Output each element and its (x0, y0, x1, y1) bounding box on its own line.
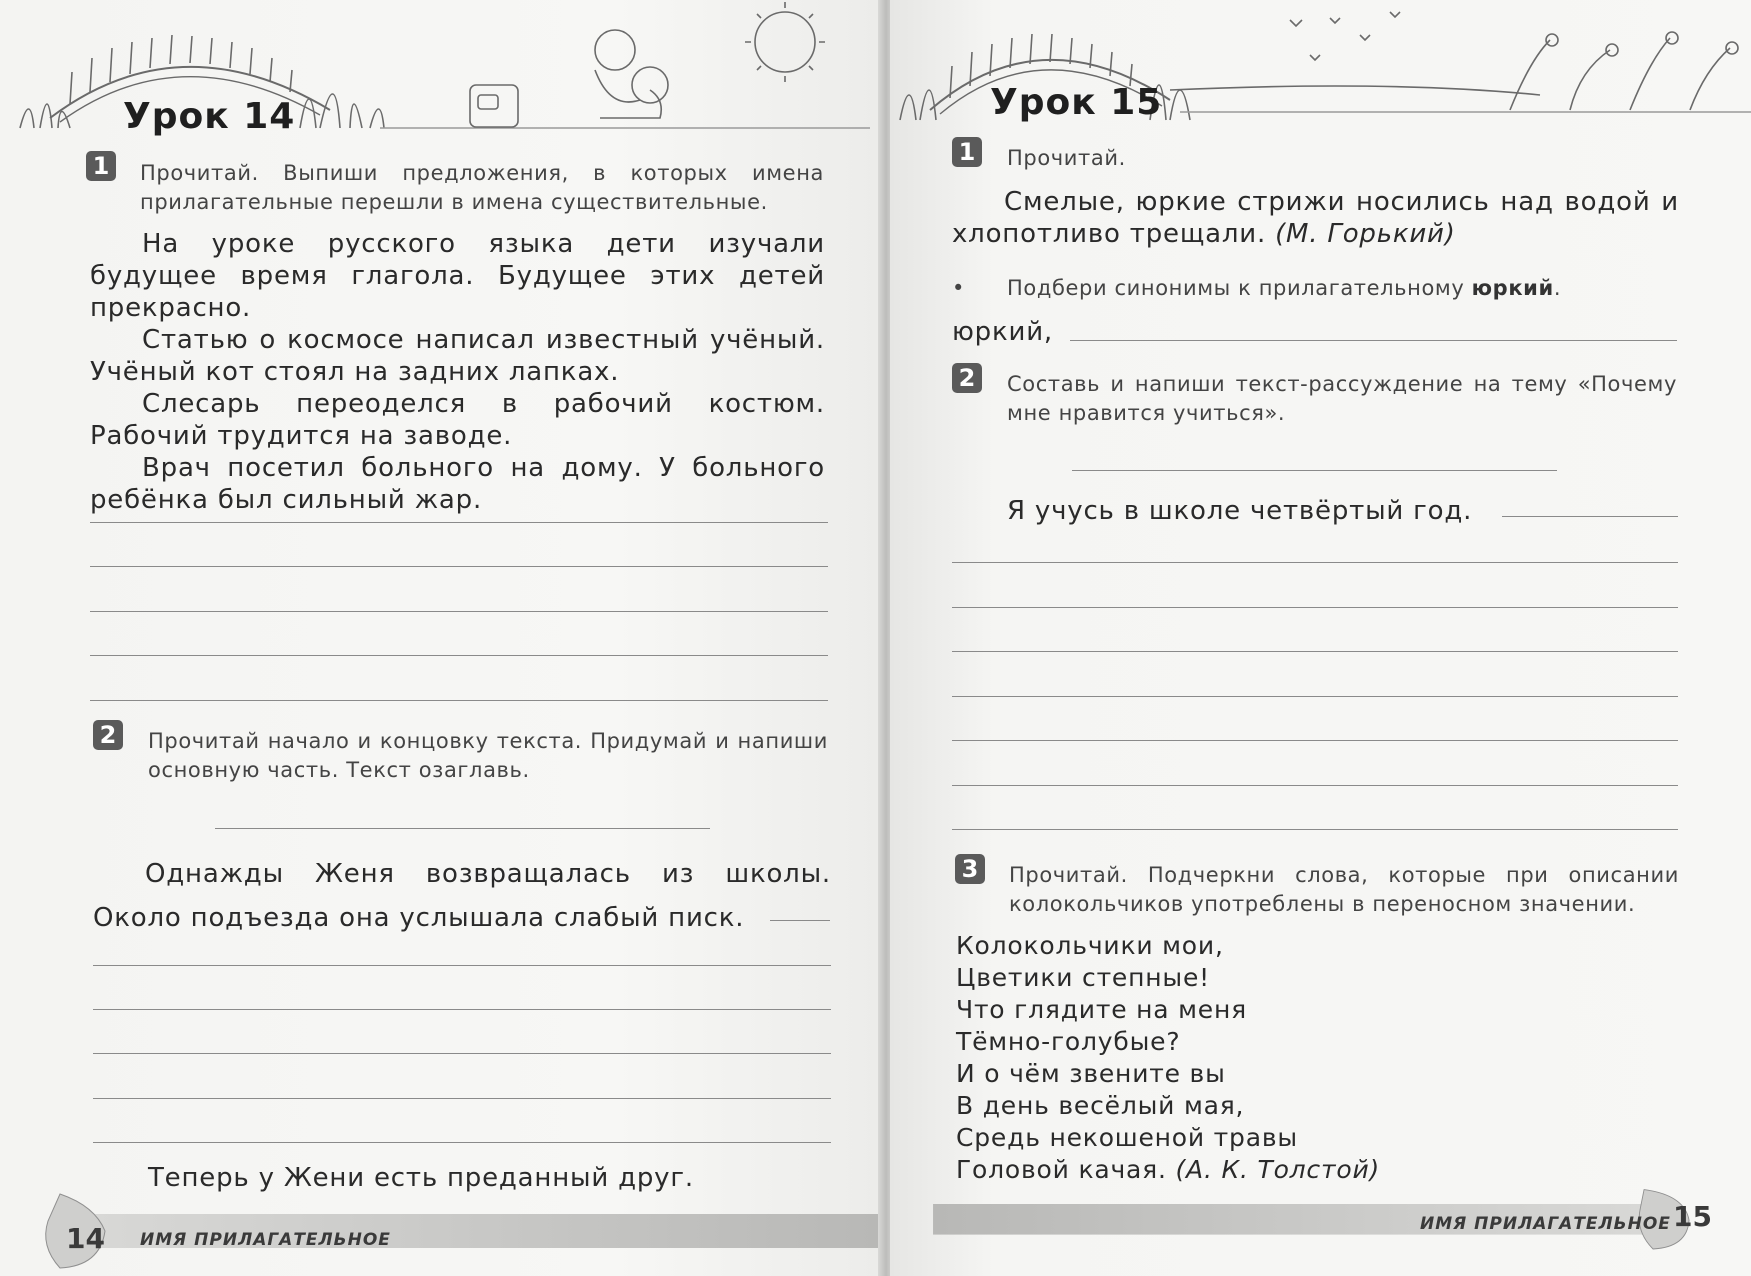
answer-line[interactable] (90, 611, 828, 612)
answer-line[interactable] (952, 740, 1678, 741)
answer-line[interactable] (952, 829, 1678, 830)
passage-paragraph: Слесарь переоделся в рабочий костюм. Рабочий трудится на заводе. (90, 389, 825, 451)
quote-paragraph (952, 186, 1679, 250)
answer-line[interactable] (952, 651, 1678, 652)
page-number: 15 (1673, 1200, 1712, 1233)
poem (956, 930, 1380, 1186)
poem-line-last (956, 1154, 1380, 1186)
poem-line: Колокольчики мои, (956, 931, 1224, 960)
story-beginning (93, 852, 831, 940)
lesson-title: Урок 15 (990, 82, 1163, 123)
bullet-period: . (1553, 276, 1562, 300)
task-instruction: Прочитай начало и концовку текста. Придумай и напиши основную часть. Текст озаглавь. (148, 729, 828, 782)
poem-line: Что глядите на меня (956, 995, 1247, 1024)
quote-text (952, 186, 1679, 250)
poem-line: В день весёлый мая, (956, 1091, 1245, 1120)
passage-paragraph: Врач посетил больного на дому. У больного ребёнка был сильный жар. (90, 453, 825, 515)
story-ending: Теперь у Жени есть преданный друг. (148, 1163, 694, 1193)
poem-author: (А. К. Толстой) (1175, 1155, 1381, 1184)
answer-line[interactable] (90, 522, 828, 523)
bullet-instruction (952, 274, 1679, 303)
passage-paragraph: Статью о космосе написал известный учёный. Учёный кот стоял на задних лапках. (90, 325, 825, 387)
task-instruction: Прочитай. Выпиши предложения, в которых имена прилагательные перешли в имена существительные. (140, 161, 824, 214)
start-sentence: Я учусь в школе четвёртый год. (1007, 496, 1473, 526)
bullet-keyword: юркий (1471, 276, 1554, 300)
answer-line[interactable] (93, 1142, 831, 1143)
right-page (890, 0, 1751, 1276)
task-instruction: Прочитай. (1007, 146, 1126, 170)
bullet-icon: • (952, 276, 965, 300)
task-number-badge: 3 (955, 854, 985, 884)
answer-line[interactable] (952, 785, 1678, 786)
task-instruction: Прочитай. Подчеркни слова, которые при описании колокольчиков употреблены в переносном значении. (1009, 863, 1679, 916)
section-label: ИМЯ ПРИЛАГАТЕЛЬНОЕ (140, 1230, 391, 1250)
answer-line[interactable] (952, 562, 1678, 563)
passage-paragraph: На уроке русского языка дети изучали будущее время глагола. Будущее этих детей прекрасно. (90, 229, 825, 323)
task-number-badge: 1 (952, 137, 982, 167)
answer-line[interactable] (1502, 516, 1678, 517)
lesson-title: Урок 14 (123, 96, 296, 137)
quote-author: (М. Горький) (1275, 219, 1456, 249)
poem-line: Головой качая. (956, 1155, 1167, 1184)
story-beginning-text: Однажды Женя возвращалась из школы. Около подъезда она услышала слабый писк. (93, 859, 831, 933)
title-line[interactable] (215, 828, 710, 829)
quote-body: Смелые, юркие стрижи носились над водой и хлопотливо трещали. (952, 187, 1679, 249)
poem-line: И о чём звените вы (956, 1059, 1226, 1088)
answer-line[interactable] (770, 920, 830, 921)
answer-line[interactable] (1070, 340, 1677, 341)
task-number-badge: 1 (86, 151, 116, 181)
answer-line[interactable] (90, 566, 828, 567)
answer-prefix: юркий, (952, 317, 1053, 347)
answer-line[interactable] (90, 655, 828, 656)
poem-line: Тёмно-голубые? (956, 1027, 1181, 1056)
title-line[interactable] (1072, 470, 1557, 471)
task-number-badge: 2 (952, 363, 982, 393)
answer-line[interactable] (90, 700, 828, 701)
answer-line[interactable] (93, 1053, 831, 1054)
section-label: ИМЯ ПРИЛАГАТЕЛЬНОЕ (1420, 1214, 1671, 1234)
footer-band (0, 1186, 882, 1276)
task-number-badge: 2 (93, 720, 123, 750)
poem-line: Средь некошеной травы (956, 1123, 1298, 1152)
task-instruction: Составь и напиши текст-рассуждение на тему «Почему мне нравится учиться». (1007, 372, 1677, 425)
answer-line[interactable] (952, 696, 1678, 697)
poem-line: Цветики степные! (956, 963, 1210, 992)
bullet-text: Подбери синонимы к прилагательному (1007, 276, 1465, 300)
task-passage (90, 228, 825, 516)
page-number: 14 (66, 1222, 105, 1255)
answer-line[interactable] (952, 607, 1678, 608)
answer-line[interactable] (93, 1098, 831, 1099)
answer-line[interactable] (93, 1009, 831, 1010)
answer-line[interactable] (93, 965, 831, 966)
